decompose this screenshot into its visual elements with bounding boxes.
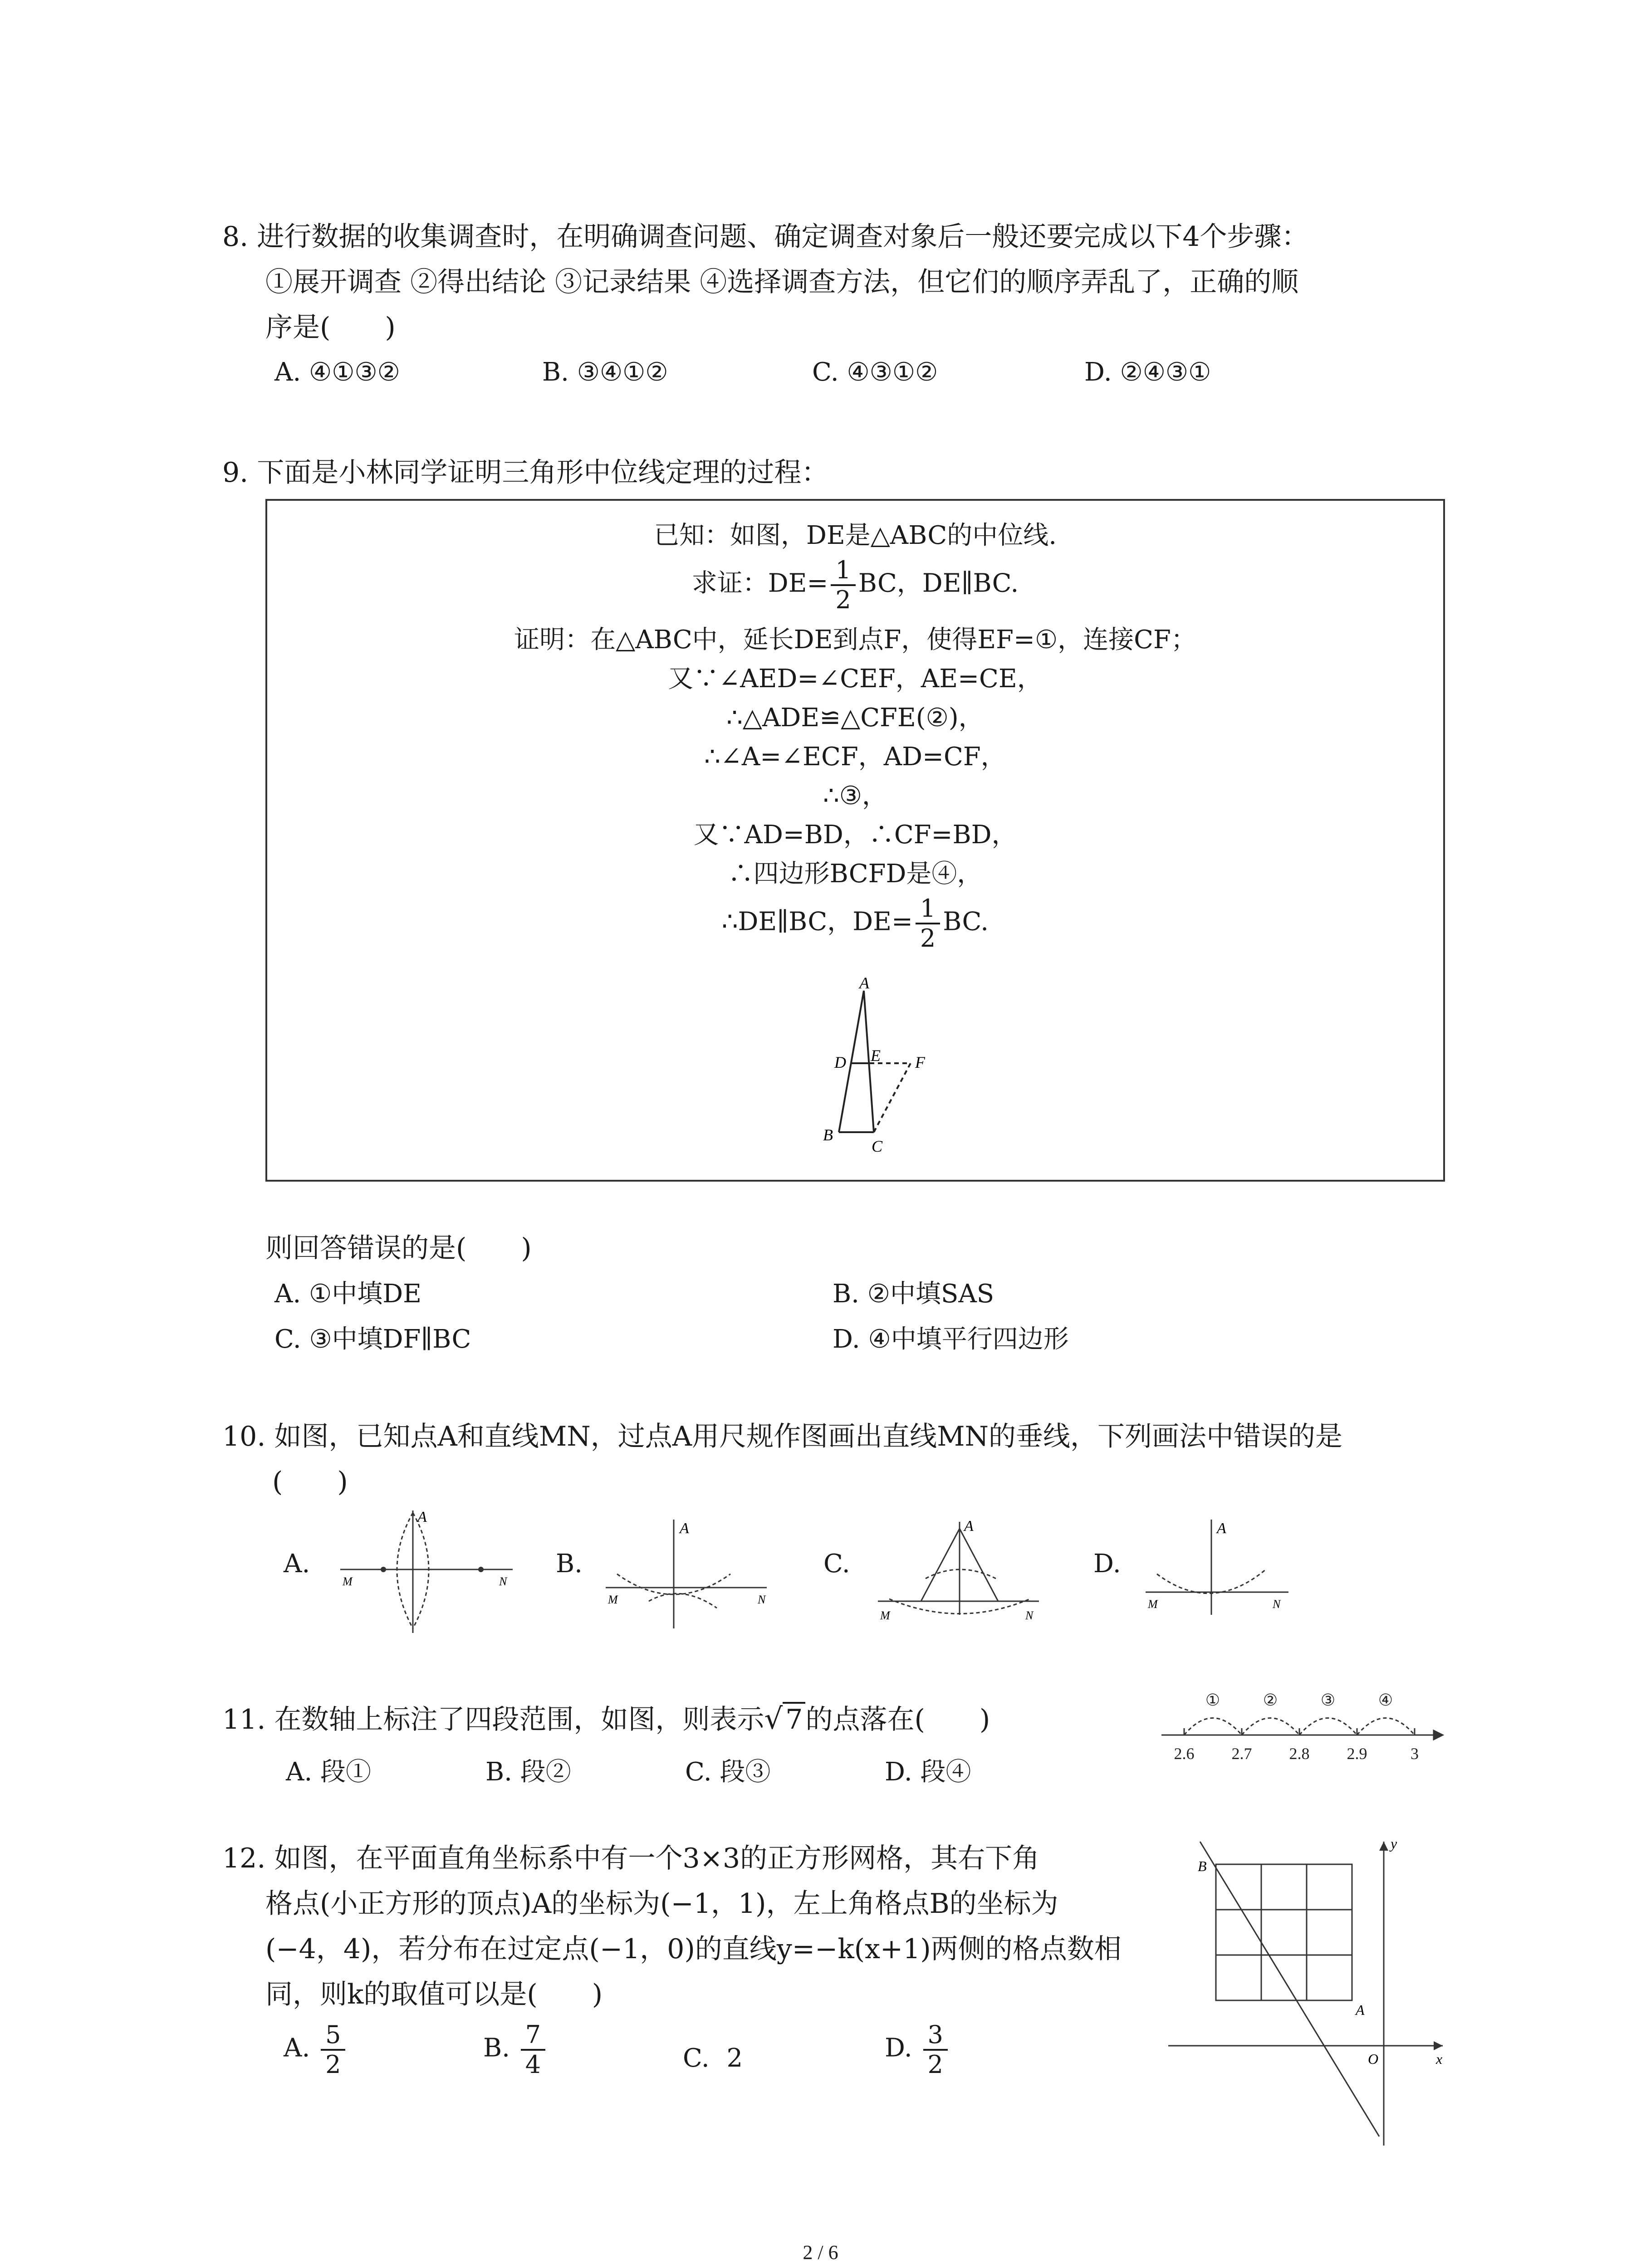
label-a: A — [1217, 1520, 1226, 1537]
proof-line-4: 又∵∠AED=∠CEF，AE=CE， — [668, 664, 1043, 694]
q9-option-b: B. ②中填SAS — [833, 1279, 994, 1309]
q11-option-b: B. 段② — [485, 1757, 571, 1787]
label-a: A — [417, 1509, 427, 1525]
proof-line-8: 又∵AD=BD，∴CF=BD， — [693, 820, 1017, 850]
q11-option-d: D. 段④ — [885, 1757, 971, 1787]
sqrt-radicand: 7 — [783, 1702, 805, 1735]
x-axis-arrow-icon — [1434, 2041, 1443, 2050]
q10-option-b-label: B. — [556, 1549, 583, 1579]
q12-option-a-frac — [321, 2021, 345, 2079]
frac-den: 4 — [525, 2050, 541, 2079]
tick-label-2-9: 2.9 — [1347, 1745, 1367, 1763]
q9-ask: 则回答错误的是( ) — [265, 1232, 532, 1264]
point-left — [381, 1567, 386, 1572]
fraction-half — [831, 556, 855, 614]
q8-line-3: 序是( ) — [265, 312, 396, 343]
q11-text-post: 的点落在( ) — [805, 1704, 990, 1735]
proof-to-prove — [267, 556, 1443, 614]
segment-label-4: ④ — [1378, 1691, 1393, 1709]
q12-option-c-label: C. — [683, 2043, 710, 2073]
q11-text-pre: 11. 在数轴上标注了四段范围，如图，则表示 — [222, 1704, 764, 1735]
q8-line-1: 8. 进行数据的收集调查时，在明确调查问题、确定调查对象后一般还要完成以下4个步骤： — [222, 221, 1309, 253]
label-n: N — [1273, 1598, 1281, 1611]
q12-line-2: 格点(小正方形的顶点)A的坐标为(−1，1)，左上角格点B的坐标为 — [265, 1888, 1058, 1920]
proof-to-prove-post: BC，DE∥BC. — [858, 568, 1019, 598]
proof-line-5: ∴△ADE≌△CFE(②)， — [726, 703, 984, 733]
label-origin: O — [1368, 2051, 1379, 2067]
triangle-figure — [766, 977, 948, 1168]
label-n: N — [1025, 1609, 1034, 1622]
fraction-half-2 — [916, 894, 940, 953]
label-b: B — [823, 1126, 833, 1144]
tick-label-2-7: 2.7 — [1231, 1745, 1252, 1763]
proof-line-3: 证明：在△ABC中，延长DE到点F，使得EF=①，连接CF； — [514, 625, 1196, 655]
q9-option-a: A. ①中填DE — [274, 1279, 422, 1309]
q8-option-d: D. ②④③① — [1084, 357, 1211, 387]
tick-label-2-6: 2.6 — [1174, 1745, 1195, 1763]
tick-label-3: 3 — [1411, 1745, 1419, 1763]
q12-option-d-label: D. — [885, 2033, 912, 2063]
arc-right — [413, 1513, 429, 1628]
q12-line-1: 12. 如图，在平面直角坐标系中有一个3×3的正方形网格，其右下角 — [222, 1843, 1040, 1874]
q9-option-d: D. ④中填平行四边形 — [833, 1325, 1069, 1354]
q11-line-1 — [222, 1696, 990, 1743]
label-y: y — [1391, 1835, 1397, 1852]
label-b: B — [1198, 1858, 1207, 1874]
q10-line-1: 10. 如图，已知点A和直线MN，过点A用尺规作图画出直线MN的垂线，下列画法中错误的是 — [222, 1421, 1343, 1452]
coordinate-grid-figure — [1161, 1833, 1461, 2150]
tick-label-2-8: 2.8 — [1289, 1745, 1310, 1763]
arc-2 — [649, 1593, 717, 1608]
q10-figure-c — [871, 1510, 1043, 1633]
label-a: A — [1356, 2002, 1365, 2018]
segment-arc-3 — [1299, 1718, 1357, 1735]
proof-line-9: ∴四边形BCFD是④， — [728, 859, 983, 889]
y-axis-arrow-icon — [1379, 1842, 1388, 1851]
frac-num-2: 1 — [916, 894, 940, 924]
frac-den-2: 2 — [920, 924, 936, 953]
frac-den: 2 — [927, 2050, 943, 2079]
label-m: M — [880, 1609, 890, 1622]
proof-to-prove-pre: 求证：DE= — [691, 568, 828, 598]
q12-option-d-frac — [923, 2021, 948, 2079]
q10-figure-b — [599, 1510, 771, 1633]
page-number: 2 / 6 — [803, 2241, 838, 2263]
q9-stem: 9. 下面是小林同学证明三角形中位线定理的过程： — [222, 457, 829, 489]
proof-line-7: ∴③， — [823, 781, 887, 811]
q10-figure-a — [331, 1501, 522, 1637]
arc-left — [397, 1513, 413, 1628]
q12-option-b-frac — [521, 2021, 545, 2079]
proof-conclusion-pre: ∴DE∥BC，DE= — [721, 907, 913, 937]
q8-option-c: C. ④③①② — [812, 357, 938, 387]
q8-option-b: B. ③④①② — [542, 357, 668, 387]
q12-option-b — [483, 2021, 548, 2079]
segment-left — [921, 1529, 960, 1601]
q12-option-a-label: A. — [284, 2033, 310, 2063]
label-n: N — [758, 1593, 766, 1606]
label-a: A — [680, 1520, 689, 1537]
q12-option-d — [885, 2021, 950, 2079]
label-n: N — [499, 1575, 507, 1588]
frac-num: 5 — [321, 2021, 345, 2051]
q12-option-c-value: 2 — [726, 2043, 743, 2073]
q8-option-a: A. ④①③② — [274, 357, 400, 387]
q10-option-c-label: C. — [823, 1549, 850, 1579]
segment-arc-2 — [1242, 1718, 1299, 1735]
q12-option-c — [683, 2043, 743, 2073]
q10-figure-d — [1139, 1510, 1311, 1633]
frac-den: 2 — [835, 586, 851, 614]
proof-conclusion — [267, 894, 1443, 953]
q12-option-a — [284, 2021, 348, 2079]
segment-arc-4 — [1357, 1718, 1415, 1735]
proof-conclusion-post: BC. — [943, 907, 989, 937]
q12-line-4: 同，则k的取值可以是( ) — [265, 1979, 603, 2010]
frac-num: 1 — [831, 556, 855, 586]
q8-line-2: ①展开调查 ②得出结论 ③记录结果 ④选择调查方法，但它们的顺序弄乱了，正确的顺 — [265, 266, 1299, 298]
point-right — [478, 1567, 484, 1572]
sqrt-sign: √ — [764, 1702, 783, 1736]
q10-line-2: ( ) — [272, 1466, 348, 1498]
q12-option-b-label: B. — [483, 2033, 510, 2063]
proof-given: 已知：如图，DE是△ABC的中位线. — [653, 521, 1057, 550]
q11-option-c: C. 段③ — [685, 1757, 771, 1787]
label-e: E — [871, 1046, 881, 1065]
proof-line-6: ∴∠A=∠ECF，AD=CF， — [704, 742, 1006, 772]
segment-label-2: ② — [1263, 1691, 1278, 1709]
q9-option-c: C. ③中填DF∥BC — [274, 1325, 471, 1354]
label-d: D — [834, 1053, 846, 1071]
label-m: M — [1148, 1598, 1158, 1611]
q12-line-3: (−4，4)，若分布在过定点(−1，0)的直线y=−k(x+1)两侧的格点数相 — [265, 1933, 1122, 1965]
frac-num: 3 — [923, 2021, 948, 2051]
label-a: A — [964, 1518, 974, 1535]
label-m: M — [343, 1575, 353, 1588]
number-line-figure — [1152, 1678, 1461, 1787]
frac-den: 2 — [325, 2050, 341, 2079]
segment-right — [960, 1529, 998, 1601]
axis-arrow-icon — [1434, 1730, 1443, 1740]
segment-label-3: ③ — [1320, 1691, 1336, 1709]
segment-label-1: ① — [1205, 1691, 1220, 1709]
segment-arc-1 — [1184, 1718, 1242, 1735]
segment-cf — [874, 1063, 911, 1132]
label-a: A — [859, 977, 869, 992]
q11-option-a: A. 段① — [286, 1757, 372, 1787]
label-f: F — [915, 1053, 925, 1071]
q10-option-d-label: D. — [1093, 1549, 1121, 1579]
proof-box — [265, 499, 1445, 1182]
label-m: M — [608, 1593, 618, 1606]
label-c: C — [872, 1137, 883, 1155]
frac-num: 7 — [521, 2021, 545, 2051]
q10-option-a-label: A. — [284, 1549, 310, 1579]
label-x: x — [1436, 2051, 1443, 2067]
